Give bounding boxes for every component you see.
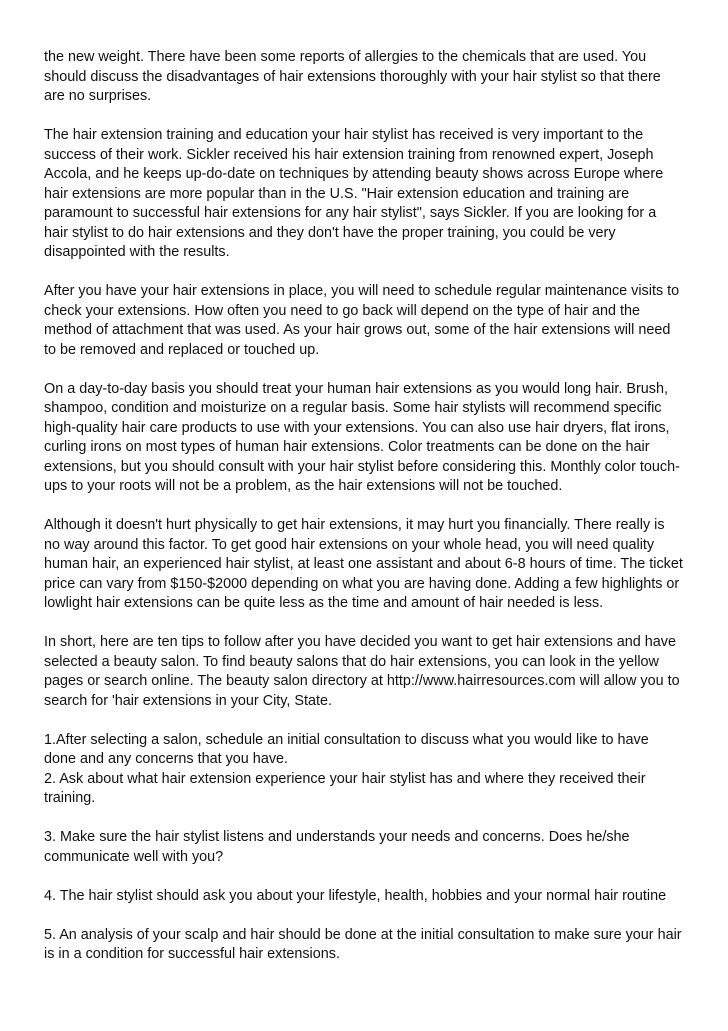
paragraph-maintenance: After you have your hair extensions in place, you will need to schedule regular maintenance visits to check your extensions. How often you need to go back will depend on the type of hair and the method of attachment that was used. As your hair grows out, some of the hair extensions will need to be removed and replaced or touched up. [44, 283, 680, 358]
paragraph-tips-intro: In short, here are ten tips to follow after you have decided you want to get hair extensions and have selected a beauty salon. To find beauty salons that do hair extensions, you can look in the yellow pages or search online. The beauty salon directory at http://www.hairresources.com will allow you to search for 'hair extensions in your City, State. [44, 634, 680, 709]
paragraph-training: The hair extension training and education your hair stylist has received is very important to the success of their work. Sickler received his hair extension training from renowned expert, Joseph Accola, and he keeps up-do-date on techniques by attending beauty shows across Europe where hair extensions are more popular than in the U.S. "Hair extension education and training are paramount to successful hair extensions for any hair stylist", says Sickler. If you are looking for a hair stylist to do hair extensions and they don't have the proper training, you could be very disappointed with the results. [44, 127, 664, 260]
tip-item-5: 5. An analysis of your scalp and hair should be done at the initial consultation to make sure your hair is in a condition for successful hair extensions. [44, 926, 682, 962]
document-page [44, 48, 684, 965]
paragraph-allergies: the new weight. There have been some reports of allergies to the chemicals that are used. You should discuss the disadvantages of hair extensions thoroughly with your hair stylist so that there are no surprises. [44, 49, 661, 104]
tip-item-2: 2. Ask about what hair extension experience your hair stylist has and where they received their training. [44, 770, 646, 806]
paragraph-cost: Although it doesn't hurt physically to get hair extensions, it may hurt you financially. There really is no way around this factor. To get good hair extensions on your whole head, you will need quality human hair, an experienced hair stylist, at least one assistant and about 6-8 hours of time. The ticket price can vary from $150-$2000 depending on what you are having done. Adding a few highlights or lowlight hair extensions can be quite less as the time and amount of hair needed is less. [44, 517, 683, 611]
tip-item-1: 1.After selecting a salon, schedule an initial consultation to discuss what you would like to have done and any concerns that you have. [44, 731, 649, 767]
tip-item-3: 3. Make sure the hair stylist listens and understands your needs and concerns. Does he/she communicate well with you? [44, 829, 630, 865]
paragraph-daily-care: On a day-to-day basis you should treat your human hair extensions as you would long hair. Brush, shampoo, condition and moisturize on a regular basis. Some hair stylists will recommend specific high-quality hair care products to use with your extensions. You can also use hair dryers, flat irons, curling irons on most types of human hair extensions. Color treatments can be done on the hair extensions, but you should consult with your hair stylist before considering this. Monthly color touch-ups to your roots will not be a problem, as the hair extensions will not be touched. [44, 380, 680, 494]
tip-item-4: 4. The hair stylist should ask you about your lifestyle, health, hobbies and your normal hair routine [44, 887, 667, 904]
